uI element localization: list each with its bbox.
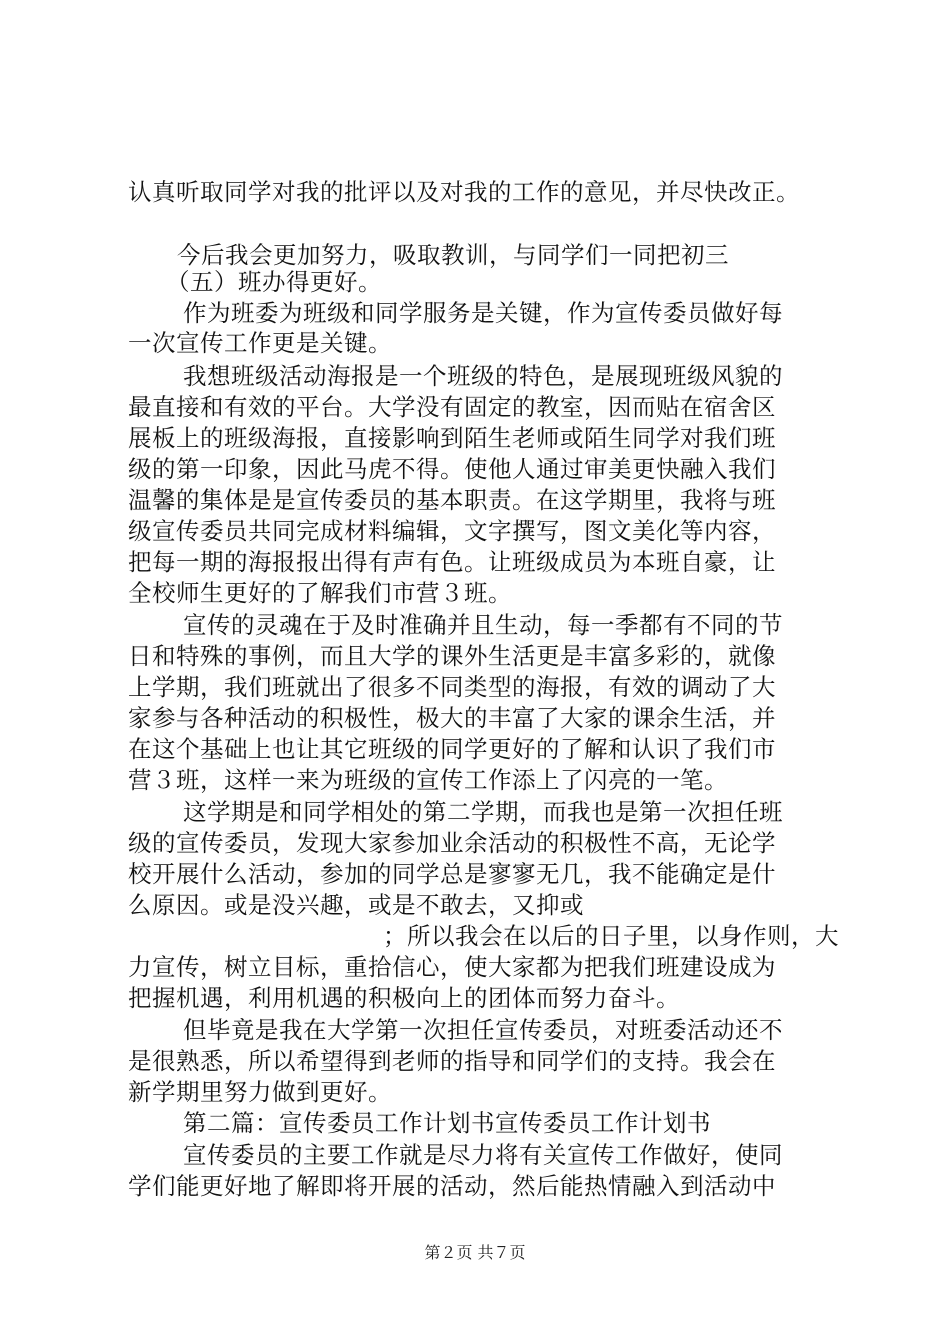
text-line: 是很熟悉，所以希望得到老师的指导和同学们的支持。我会在 bbox=[128, 1047, 776, 1075]
text-line: 但毕竟是我在大学第一次担任宣传委员，对班委活动还不 bbox=[183, 1016, 783, 1044]
text-line: 我想班级活动海报是一个班级的特色，是展现班级风貌的 bbox=[183, 362, 783, 390]
text-line: 级的第一印象，因此马虎不得。使他人通过审美更快融入我们 bbox=[128, 455, 776, 483]
text-line: 级的宣传委员，发现大家参加业余活动的积极性不高，无论学 bbox=[128, 829, 776, 857]
section-heading: 第二篇：宣传委员工作计划书宣传委员工作计划书 bbox=[183, 1109, 711, 1137]
text-line: 把每一期的海报报出得有声有色。让班级成员为本班自豪，让 bbox=[128, 548, 776, 576]
text-line: 么原因。或是没兴趣，或是不敢去，又抑或 bbox=[128, 891, 584, 919]
text-line: 这学期是和同学相处的第二学期，而我也是第一次担任班 bbox=[183, 798, 783, 826]
text-line: 温馨的集体是是宣传委员的基本职责。在这学期里，我将与班 bbox=[128, 486, 776, 514]
page-number: 第２页 共７页 bbox=[424, 1243, 526, 1262]
text-line: 全校师生更好的了解我们市营３班。 bbox=[128, 579, 512, 607]
text-line: 新学期里努力做到更好。 bbox=[128, 1078, 392, 1106]
text-line: 把握机遇，利用机遇的积极向上的团体而努力奋斗。 bbox=[128, 984, 680, 1012]
text-line: （五）班办得更好。 bbox=[166, 268, 382, 296]
text-line: 作为班委为班级和同学服务是关键，作为宣传委员做好每 bbox=[183, 299, 783, 327]
text-line: 日和特殊的事例，而且大学的课外生活更是丰富多彩的，就像 bbox=[128, 642, 776, 670]
text-line: 最直接和有效的平台。大学没有固定的教室，因而贴在宿舍区 bbox=[128, 393, 776, 421]
text-line: 家参与各种活动的积极性，极大的丰富了大家的课余生活，并 bbox=[128, 704, 776, 732]
text-line: 级宣传委员共同完成材料编辑，文字撰写，图文美化等内容， bbox=[128, 517, 776, 545]
text-line: 今后我会更加努力，吸取教训，与同学们一同把初三 bbox=[177, 241, 729, 269]
text-line: 宣传委员的主要工作就是尽力将有关宣传工作做好，使同 bbox=[183, 1141, 783, 1169]
text-line: 营３班，这样一来为班级的宣传工作添上了闪亮的一笔。 bbox=[128, 766, 728, 794]
text-line: 力宣传，树立目标，重拾信心，使大家都为把我们班建设成为 bbox=[128, 953, 776, 981]
text-line: 认真听取同学对我的批评以及对我的工作的意见，并尽快改正。 bbox=[128, 178, 800, 206]
text-line: 在这个基础上也让其它班级的同学更好的了解和认识了我们市 bbox=[128, 735, 776, 763]
text-line: ；所以我会在以后的日子里，以身作则，大 bbox=[383, 922, 839, 950]
text-line: 一次宣传工作更是关键。 bbox=[128, 329, 392, 357]
text-line: 宣传的灵魂在于及时准确并且生动，每一季都有不同的节 bbox=[183, 611, 783, 639]
text-line: 上学期，我们班就出了很多不同类型的海报，有效的调动了大 bbox=[128, 673, 776, 701]
text-line: 展板上的班级海报，直接影响到陌生老师或陌生同学对我们班 bbox=[128, 424, 776, 452]
text-line: 学们能更好地了解即将开展的活动，然后能热情融入到活动中 bbox=[128, 1172, 776, 1200]
text-line: 校开展什么活动，参加的同学总是寥寥无几，我不能确定是什 bbox=[128, 860, 776, 888]
